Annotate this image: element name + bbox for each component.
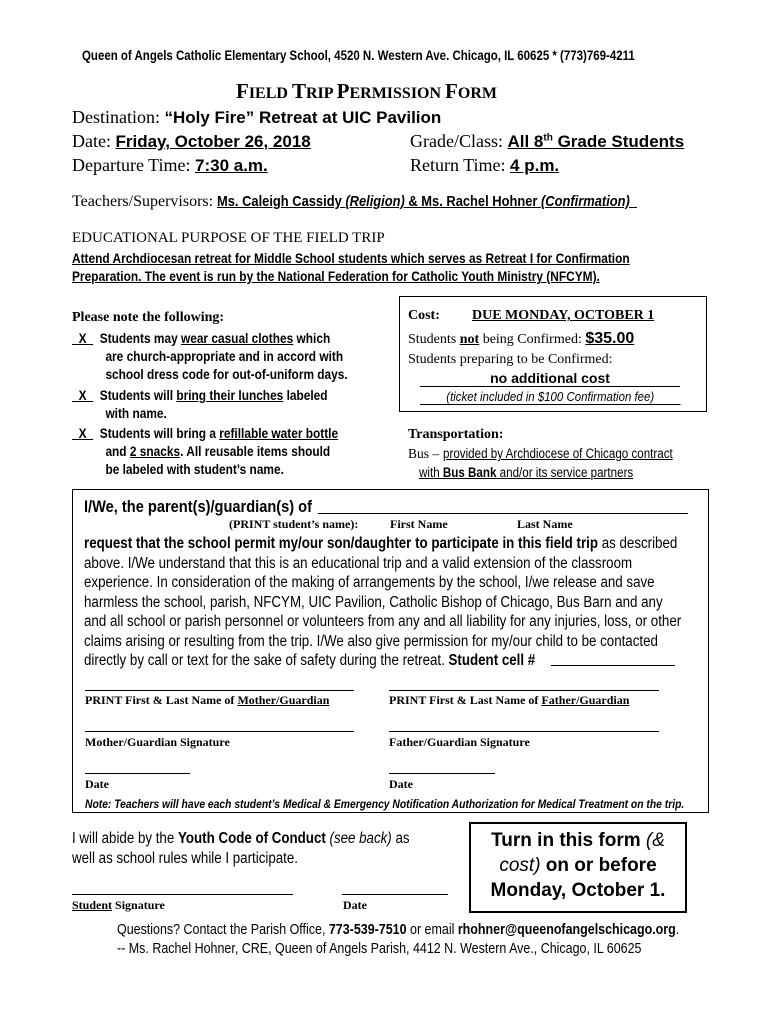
mother-signature-label: Mother/Guardian Signature xyxy=(85,735,230,749)
mother-name-field[interactable] xyxy=(85,690,354,691)
transport-bus: Bus – provided by Archdiocese of Chicago contract xyxy=(408,446,673,461)
departure-row: Departure Time: 7:30 a.m. xyxy=(72,155,268,175)
student-cell-field[interactable] xyxy=(551,665,675,666)
father-name-label: PRINT First & Last Name of Father/Guardian xyxy=(389,693,630,707)
notes-heading: Please note the following: xyxy=(72,310,225,325)
note-item-1: X Students may wear casual clothes which are church-appropriate and in accord with school dress code for out-of-uniform days. xyxy=(78,331,348,382)
cost-no-additional: no additional cost xyxy=(420,370,680,387)
note-item-2: X Students will bring their lunches labeled with name. xyxy=(78,388,328,421)
mother-name-label: PRINT First & Last Name of Mother/Guardian xyxy=(85,693,330,707)
mother-signature-field[interactable] xyxy=(85,731,354,732)
mother-date-label: Date xyxy=(85,777,109,791)
student-date-field[interactable] xyxy=(342,894,448,895)
grade-row: Grade/Class: All 8th Grade Students xyxy=(410,131,685,151)
father-signature-label: Father/Guardian Signature xyxy=(389,735,530,749)
purpose-line-2: Preparation. The event is run by the National Federation for Catholic Youth Ministry (NFCYM). xyxy=(72,268,600,284)
purpose-line-1: Attend Archdiocesan retreat for Middle School students which serves as Retreat I for Confirmation xyxy=(72,250,630,266)
permission-paragraph: request that the school permit my/our son/daughter to participate in this field trip as described above. I/We understand that this is an educational trip and a valid extension of the classroom experience. In consideration of the making of arrangements by the school, I/we release and save harmless the school, parish, NFCYM, UIC Pavilion, Catholic Bishop of Chicago, Bus Barn and any and all school or parish personnel or volunteers from any and all liability for any injuries, loss, or other claims arising or resulting from the trip. I/We also give permission for my/our child to be contacted directly by call or text for the sake of safety during the retreat. Student cell # xyxy=(84,535,682,669)
transport-heading: Transportation: xyxy=(408,427,504,442)
turn-in-text: Turn in this form (& cost) on or before Monday, October 1. xyxy=(490,830,666,901)
conduct-statement: I will abide by the Youth Code of Conduct (see back) as well as school rules while I participate. xyxy=(72,830,410,867)
cost-not-confirmed: Students not being Confirmed: $35.00 xyxy=(408,330,635,347)
cost-ticket-note: (ticket included in $100 Confirmation fee) xyxy=(420,389,680,405)
medical-note: Note: Teachers will have each student’s Medical & Emergency Notification Authorization for Medical Treatment on the trip. xyxy=(85,797,685,811)
last-name-label: Last Name xyxy=(517,517,573,531)
school-header: Queen of Angels Catholic Elementary School, 4520 N. Western Ave. Chicago, IL 60625 * (773)769-4211 xyxy=(82,47,635,63)
student-date-label: Date xyxy=(343,898,367,912)
father-signature-field[interactable] xyxy=(389,731,659,732)
page-title: FIELD TRIP PERMISSION FORM xyxy=(236,79,497,103)
destination-row: Destination: “Holy Fire” Retreat at UIC Pavilion xyxy=(72,107,442,127)
cost-confirmed: Students preparing to be Confirmed: xyxy=(408,352,613,367)
mother-date-field[interactable] xyxy=(85,773,190,774)
father-date-label: Date xyxy=(389,777,413,791)
cost-label: Cost: xyxy=(408,308,440,323)
purpose-heading: EDUCATIONAL PURPOSE OF THE FIELD TRIP xyxy=(72,230,385,246)
teachers-row: Teachers/Supervisors: Ms. Caleigh Cassidy (Religion) & Ms. Rachel Hohner (Confirmation) xyxy=(72,193,630,210)
return-row: Return Time: 4 p.m. xyxy=(410,155,560,175)
print-student-label: (PRINT student’s name): xyxy=(229,517,359,531)
transport-bus-line-2: with Bus Bank and/or its service partners xyxy=(419,465,634,480)
footer-signature: -- Ms. Rachel Hohner, CRE, Queen of Angels Parish, 4412 N. Western Ave., Chicago, IL 60625 xyxy=(117,941,642,957)
student-signature-field[interactable] xyxy=(72,894,293,895)
note-item-3: X Students will bring a refillable water bottle and 2 snacks. All reusable items should be labeled with student’s name. xyxy=(78,426,339,477)
father-name-field[interactable] xyxy=(389,690,659,691)
father-date-field[interactable] xyxy=(389,773,495,774)
date-row: Date: Friday, October 26, 2018 xyxy=(72,131,311,151)
student-signature-label: Student Signature xyxy=(72,898,165,912)
student-name-field[interactable] xyxy=(318,513,688,514)
parent-line: I/We, the parent(s)/guardian(s) of xyxy=(84,497,312,516)
cost-due-date: DUE MONDAY, OCTOBER 1 xyxy=(472,308,655,323)
footer-questions: Questions? Contact the Parish Office, 773-539-7510 or email rhohner@queenofangelschicago.org. xyxy=(117,922,680,938)
first-name-label: First Name xyxy=(390,517,448,531)
